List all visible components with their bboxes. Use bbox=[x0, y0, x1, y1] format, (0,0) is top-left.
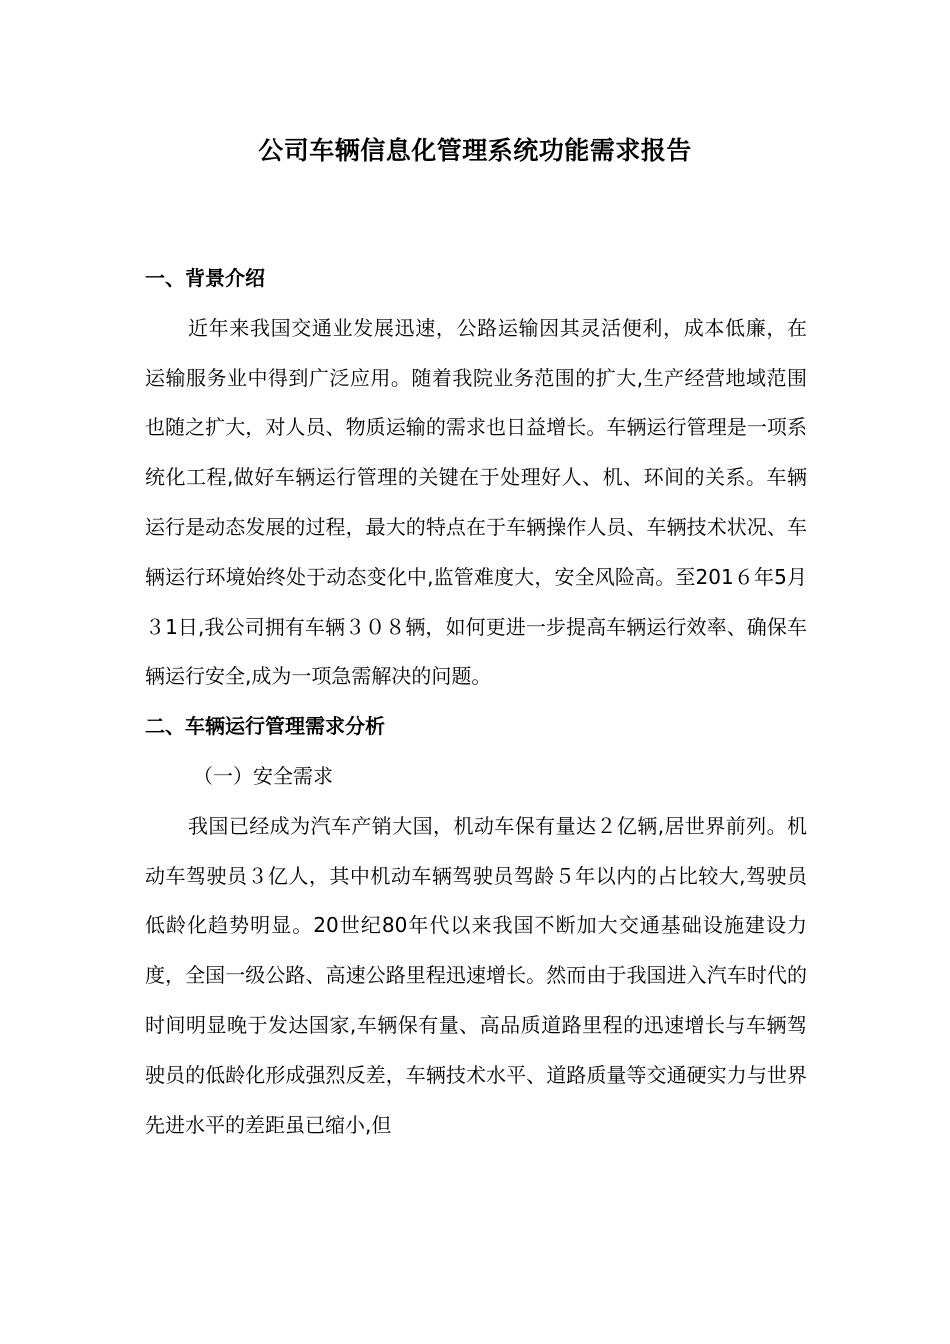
section-heading-requirements-analysis: 二、车辆运行管理需求分析 bbox=[145, 714, 385, 739]
document-body bbox=[145, 254, 807, 1150]
subsection-heading-safety: （一）安全需求 bbox=[193, 763, 333, 788]
background-paragraph: 近年来我国交通业发展迅速，公路运输因其灵活便利，成本低廉，在运输服务业中得到广泛应用。随着我院业务范围的扩大,生产经营地域范围也随之扩大，对人员、物质运输的需求也日益增长。车辆运行管理是一项系统化工程,做好车辆运行管理的关键在于处理好人、机、环间的关系。车辆运行是动态发展的过程，最大的特点在于车辆操作人员、车辆技术状况、车辆运行环境始终处于动态变化中,监管难度大，安全风险高。至201６年5月３1日,我公司拥有车辆３０８辆，如何更进一步提高车辆运行效率、确保车辆运行安全,成为一项急需解决的问题。 bbox=[145, 315, 807, 689]
section-heading-background: 一、背景介绍 bbox=[145, 266, 265, 290]
safety-paragraph: 我国已经成为汽车产销大国，机动车保有量达２亿辆,居世界前列。机动车驾驶员３亿人，其中机动车辆驾驶员驾龄５年以内的占比较大,驾驶员低龄化趋势明显。20世纪80年代以来我国不断加大交通基础设施建设力度，全国一级公路、高速公路里程迅速增长。然而由于我国进入汽车时代的时间明显晚于发达国家,车辆保有量、高品质道路里程的迅速增长与车辆驾驶员的低龄化形成强烈反差，车辆技术水平、道路质量等交通硬实力与世界先进水平的差距虽已缩小,但 bbox=[145, 813, 807, 1137]
document-title: 公司车辆信息化管理系统功能需求报告 bbox=[258, 136, 692, 165]
